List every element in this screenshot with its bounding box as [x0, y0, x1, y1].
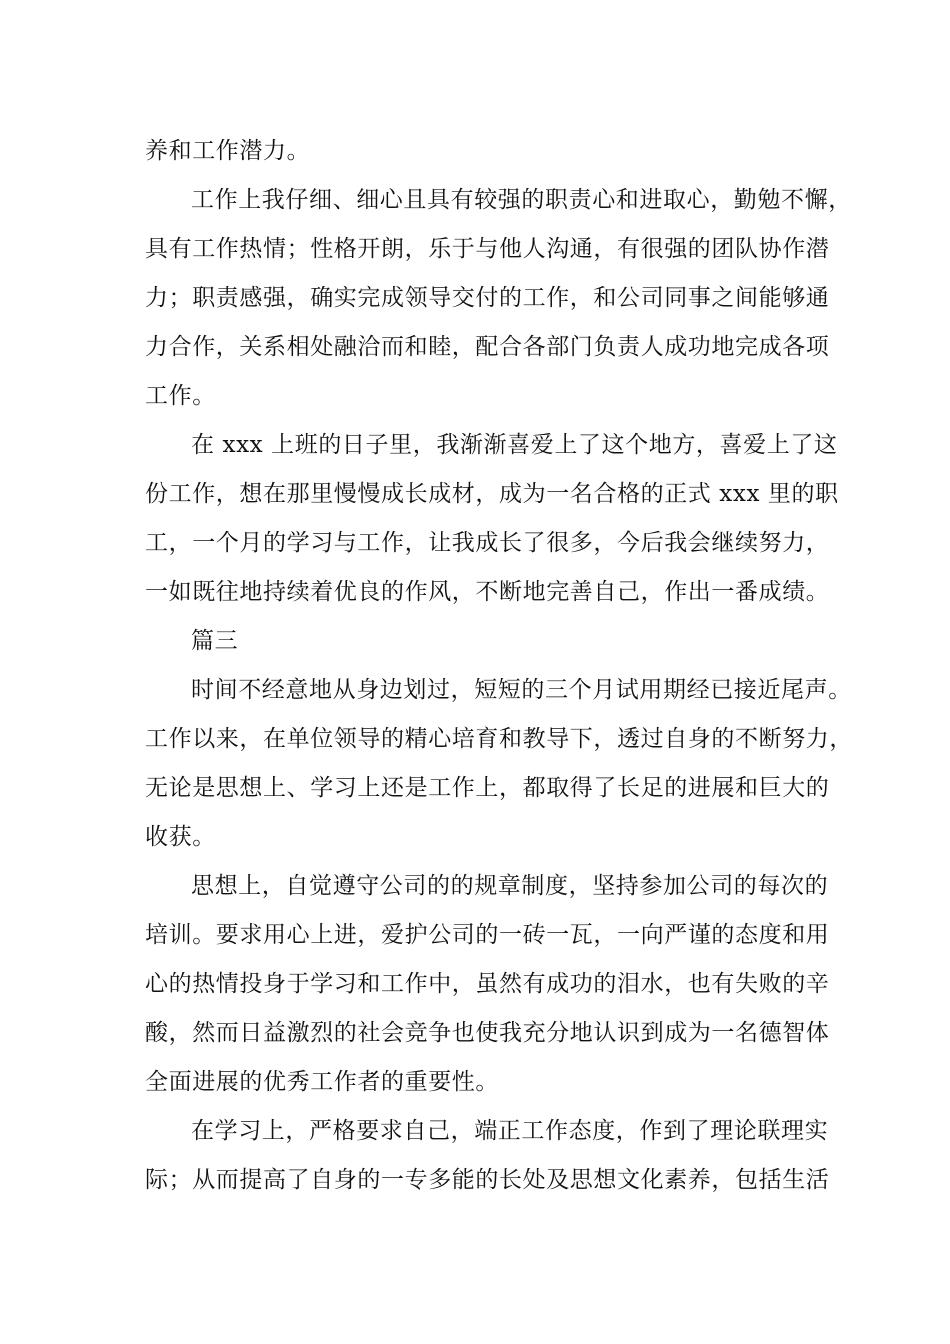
section-heading: 篇三 [191, 628, 239, 654]
text-line: 具有工作热情；性格开朗，乐于与他人沟通，有很强的团队协作潜 [145, 236, 830, 262]
text-line: 思想上，自觉遵守公司的的规章制度，坚持参加公司的每次的 [191, 873, 829, 899]
text-line: 酸，然而日益激烈的社会竞争也使我充分地认识到成为一名德智体 [145, 1020, 830, 1046]
text-line: 力；职责感强，确实完成领导交付的工作，和公司同事之间能够通 [145, 285, 830, 311]
text-line: 在 xxx 上班的日子里，我渐渐喜爱上了这个地方，喜爱上了这 [191, 432, 838, 458]
text-line: 时间不经意地从身边划过，短短的三个月试用期经已接近尾声。 [191, 677, 852, 703]
text-line: 在学习上，严格要求自己，端正工作态度，作到了理论联理实 [191, 1118, 829, 1144]
text-line: 力合作，关系相处融洽而和睦，配合各部门负责人成功地完成各项 [145, 334, 830, 360]
text-line: 工作以来，在单位领导的精心培育和教导下，透过自身的不断努力， [145, 726, 853, 752]
text-line: 工作。 [145, 383, 216, 409]
text-line: 心的热情投身于学习和工作中，虽然有成功的泪水，也有失败的辛 [145, 971, 830, 997]
text-line: 养和工作潜力。 [145, 138, 311, 164]
text-line: 份工作，想在那里慢慢成长成材，成为一名合格的正式 xxx 里的职 [145, 481, 839, 507]
text-line: 际；从而提高了自身的一专多能的长处及思想文化素养，包括生活 [145, 1167, 830, 1193]
text-line: 无论是思想上、学习上还是工作上，都取得了长足的进展和巨大的 [145, 775, 830, 801]
text-line: 全面进展的优秀工作者的重要性。 [145, 1069, 499, 1095]
document-body [145, 127, 853, 1205]
text-line: 工作上我仔细、细心且具有较强的职责心和进取心，勤勉不懈， [191, 187, 852, 213]
text-line: 培训。要求用心上进，爱护公司的一砖一瓦，一向严谨的态度和用 [145, 922, 830, 948]
text-line: 工，一个月的学习与工作，让我成长了很多，今后我会继续努力， [145, 530, 830, 556]
text-line: 收获。 [145, 824, 216, 850]
text-line: 一如既往地持续着优良的作风，不断地完善自己，作出一番成绩。 [145, 579, 830, 605]
